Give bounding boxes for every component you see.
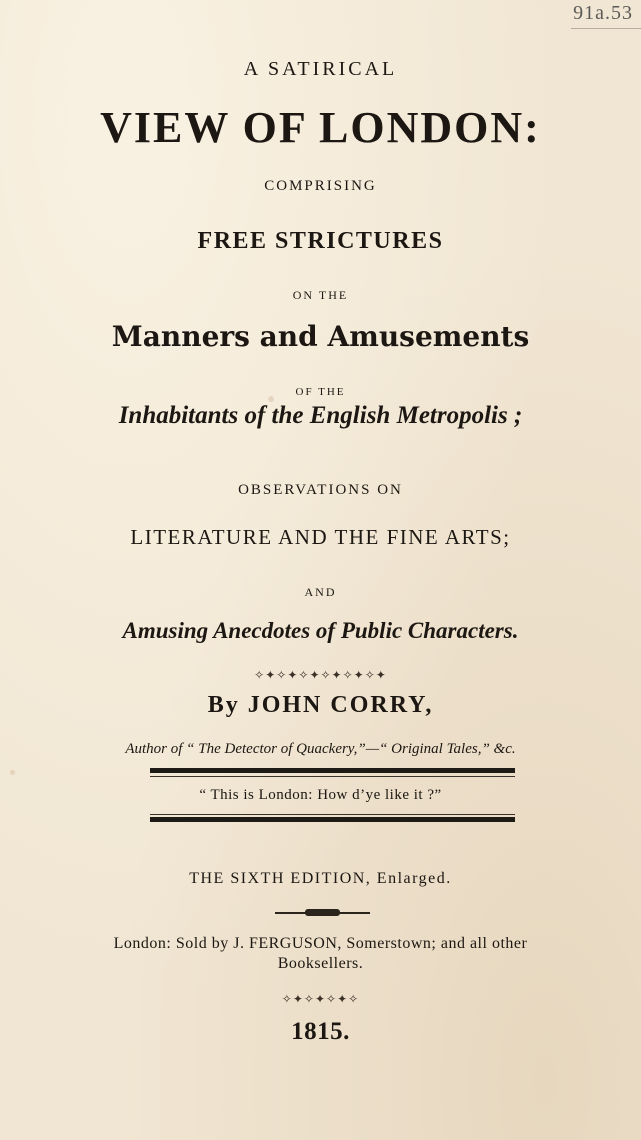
- imprint-line-booksellers: Booksellers.: [277, 955, 364, 972]
- subtitle-a-satirical: A SATIRICAL: [243, 58, 398, 80]
- swell-rule-center: [305, 909, 340, 916]
- ornament-divider: ✧✦✧✦✧✦✧✦✧✦✧✦: [254, 668, 387, 682]
- line-observations: OBSERVATIONS ON: [238, 482, 403, 498]
- author-credits: Author of “ The Detector of Quackery,”—“ Original Tales,” &c.: [125, 741, 516, 757]
- line-manners-amusements: Manners and Amusements: [111, 320, 530, 353]
- motto: “ This is London: How d’ye like it ?”: [199, 787, 442, 803]
- shelfmark-underline: [571, 28, 641, 29]
- foxing-spot: [10, 770, 15, 775]
- line-literature: LITERATURE AND THE FINE ARTS;: [130, 525, 511, 549]
- line-free-strictures: FREE STRICTURES: [197, 228, 444, 254]
- thin-rule: [150, 814, 515, 815]
- line-inhabitants: Inhabitants of the English Metropolis ;: [118, 402, 523, 429]
- line-of-the: OF THE: [295, 386, 346, 398]
- thick-rule: [150, 817, 515, 822]
- imprint-line: London: Sold by J. FERGUSON, Somerstown; and all other: [113, 935, 528, 952]
- publication-year: 1815.: [291, 1018, 350, 1045]
- edition-line: THE SIXTH EDITION, Enlarged.: [189, 870, 452, 887]
- line-anecdotes: Amusing Anecdotes of Public Characters.: [122, 618, 519, 643]
- main-title: VIEW OF LONDON:: [100, 103, 541, 152]
- line-and: AND: [304, 585, 337, 599]
- ornament-divider-small: ✧✦✧✦✧✦✧: [281, 992, 360, 1006]
- thick-rule: [150, 768, 515, 773]
- thin-rule: [150, 776, 515, 777]
- line-on-the: ON THE: [292, 288, 349, 302]
- shelfmark: 91a.53: [573, 2, 633, 24]
- author-line: By JOHN CORRY,: [207, 692, 434, 718]
- line-comprising: COMPRISING: [264, 178, 377, 194]
